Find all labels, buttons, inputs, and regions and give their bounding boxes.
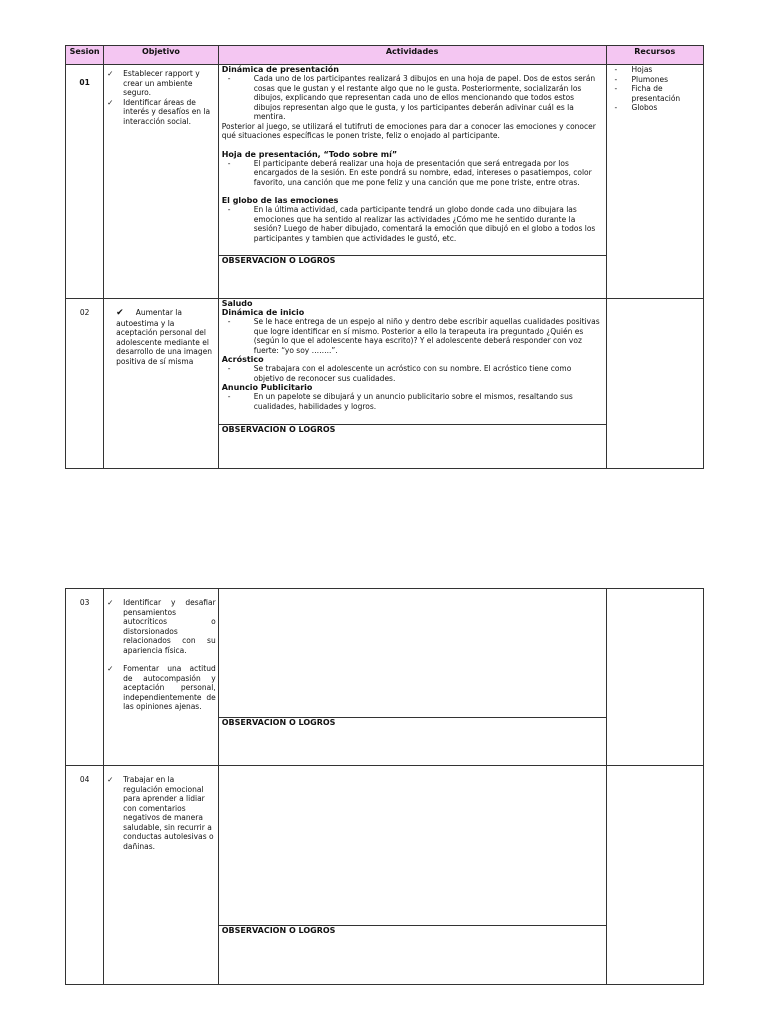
header-activities: Actividades: [218, 46, 606, 65]
header-row: [66, 46, 704, 65]
session-row-04: [66, 766, 704, 985]
objective-cell: [104, 299, 219, 469]
check-icon: ✓: [107, 598, 114, 607]
activity-title: Hoja de presentación, “Todo sobre mí”: [221, 149, 398, 159]
observation-label: OBSERVACION O LOGROS: [221, 256, 336, 265]
activity-item: - Se trabajara con el adolescente un acróstico con su nombre. El acróstico tiene como objetivo de reconocer sus cualidades.: [227, 364, 572, 383]
objective-item: ✓ Fomentar una actitud de autocompasión y aceptación personal, independientemente de las opiniones ajenas.: [107, 664, 216, 711]
activity-title: Dinámica de presentación: [221, 65, 339, 74]
session-number: 04: [66, 766, 104, 985]
check-icon: ✓: [107, 97, 114, 107]
header-session: Sesion: [66, 46, 104, 65]
objective-item: ✓ Identificar áreas de interés y desafíos en la interacción social.: [107, 97, 211, 126]
check-icon: ✓: [107, 775, 114, 784]
observation-label: OBSERVACION O LOGROS: [221, 425, 336, 434]
session-row-03: [66, 589, 704, 766]
objective-cell: [104, 766, 219, 985]
session-number: 02: [66, 299, 104, 469]
observation-label: OBSERVACION O LOGROS: [221, 926, 336, 935]
resources-cell: [606, 65, 703, 299]
objective-cell: [104, 589, 219, 766]
objective-item: ✓ Identificar y desafiar pensamientos autocríticos o distorsionados relacionados con su apariencia física.: [107, 598, 216, 655]
session-number: 03: [66, 589, 104, 766]
activity-title: Dinámica de inicio: [221, 308, 305, 317]
resource-item: - Plumones: [614, 74, 669, 84]
activity-paragraph: Posterior al juego, se utilizará el tutifruti de emociones para dar a conocer las emociones y conocer qué situaciones específicas le ponen triste, feliz o enojado al participante.: [221, 121, 596, 140]
activities-cell: [218, 766, 606, 985]
activity-item: - Se le hace entrega de un espejo al niño y dentro debe escribir aquellas cualidades positivas que logre identificar en sí mismo. Posterior a ello la terapeuta ira preguntado ¿Quién es (según lo que el adolescente haya escrito)? Y el adolescente deberá responder con voz fuerte: “yo soy ……..”.: [227, 317, 600, 355]
objective-item: ✓ Establecer rapport y crear un ambiente seguro.: [107, 69, 200, 97]
objective-item: ✔ Aumentar la autoestima y la aceptación personal del adolescente mediante el desarrollo de una imagen positiva de sí misma: [116, 308, 213, 366]
activity-item: - El participante deberá realizar una hoja de presentación que será entregada por los encargados de la sesión. En este pondrá su nombre, edad, intereses o pasatiempos, color favorito, una canción que me pone feliz y una canción que me pone triste, entre otras.: [227, 158, 592, 187]
activities-cell: [218, 299, 606, 469]
session-number: 01: [66, 65, 104, 299]
sessions-table-bottom: [65, 588, 704, 985]
resources-cell: [606, 589, 703, 766]
activities-cell: [218, 65, 606, 299]
check-icon: ✓: [107, 69, 114, 78]
activity-title: El globo de las emociones: [221, 196, 339, 205]
activity-title: Acróstico: [221, 355, 264, 364]
activity-item: - En la última actividad, cada participante tendrá un globo donde cada uno dibujara las emociones que ha sentido al realizar las actividades ¿Cómo me he sentido durante la sesión? Luego de haber dibujado, comentará la emoción que dibujó en el globo a todos los participantes y tambien que actividades le gustó, etc.: [227, 205, 596, 243]
header-objective: Objetivo: [104, 46, 219, 65]
resource-item: - Ficha de presentación: [614, 84, 681, 103]
objective-cell: [104, 65, 219, 299]
activities-cell: [218, 589, 606, 766]
sessions-table-top: [65, 45, 704, 469]
resource-item: - Globos: [614, 103, 658, 112]
session-row-01: [66, 65, 704, 299]
activity-title: Saludo: [221, 299, 253, 308]
resources-cell: [606, 766, 703, 985]
check-icon: ✓: [107, 664, 114, 673]
objective-item: ✓ Trabajar en la regulación emocional para aprender a lidiar con comentarios negativos de manera saludable, sin recurrir a conductas autolesivas o dañinas.: [107, 775, 214, 851]
resource-item: - Hojas: [614, 65, 653, 74]
header-resources: Recursos: [606, 46, 703, 65]
session-row-02: [66, 299, 704, 469]
check-icon: ✔: [116, 308, 124, 318]
observation-label: OBSERVACION O LOGROS: [221, 718, 336, 727]
activity-title: Anuncio Publicitario: [221, 383, 313, 392]
activity-item: - En un papelote se dibujará y un anuncio publicitario sobre el mismos, resaltando sus cualidades, habilidades y logros.: [227, 392, 573, 411]
resources-cell: [606, 299, 703, 469]
activity-item: - Cada uno de los participantes realizará 3 dibujos en una hoja de papel. Dos de estos serán cosas que le gustan y el restante algo que no le gusta. Posteriormente, socializarán los dibujos, explicando que representan cada uno de ellos mencionando que todos estos dibujos representan algo que le gusta, y los participantes deberán adivinar cuál es la mentira.: [227, 74, 596, 121]
